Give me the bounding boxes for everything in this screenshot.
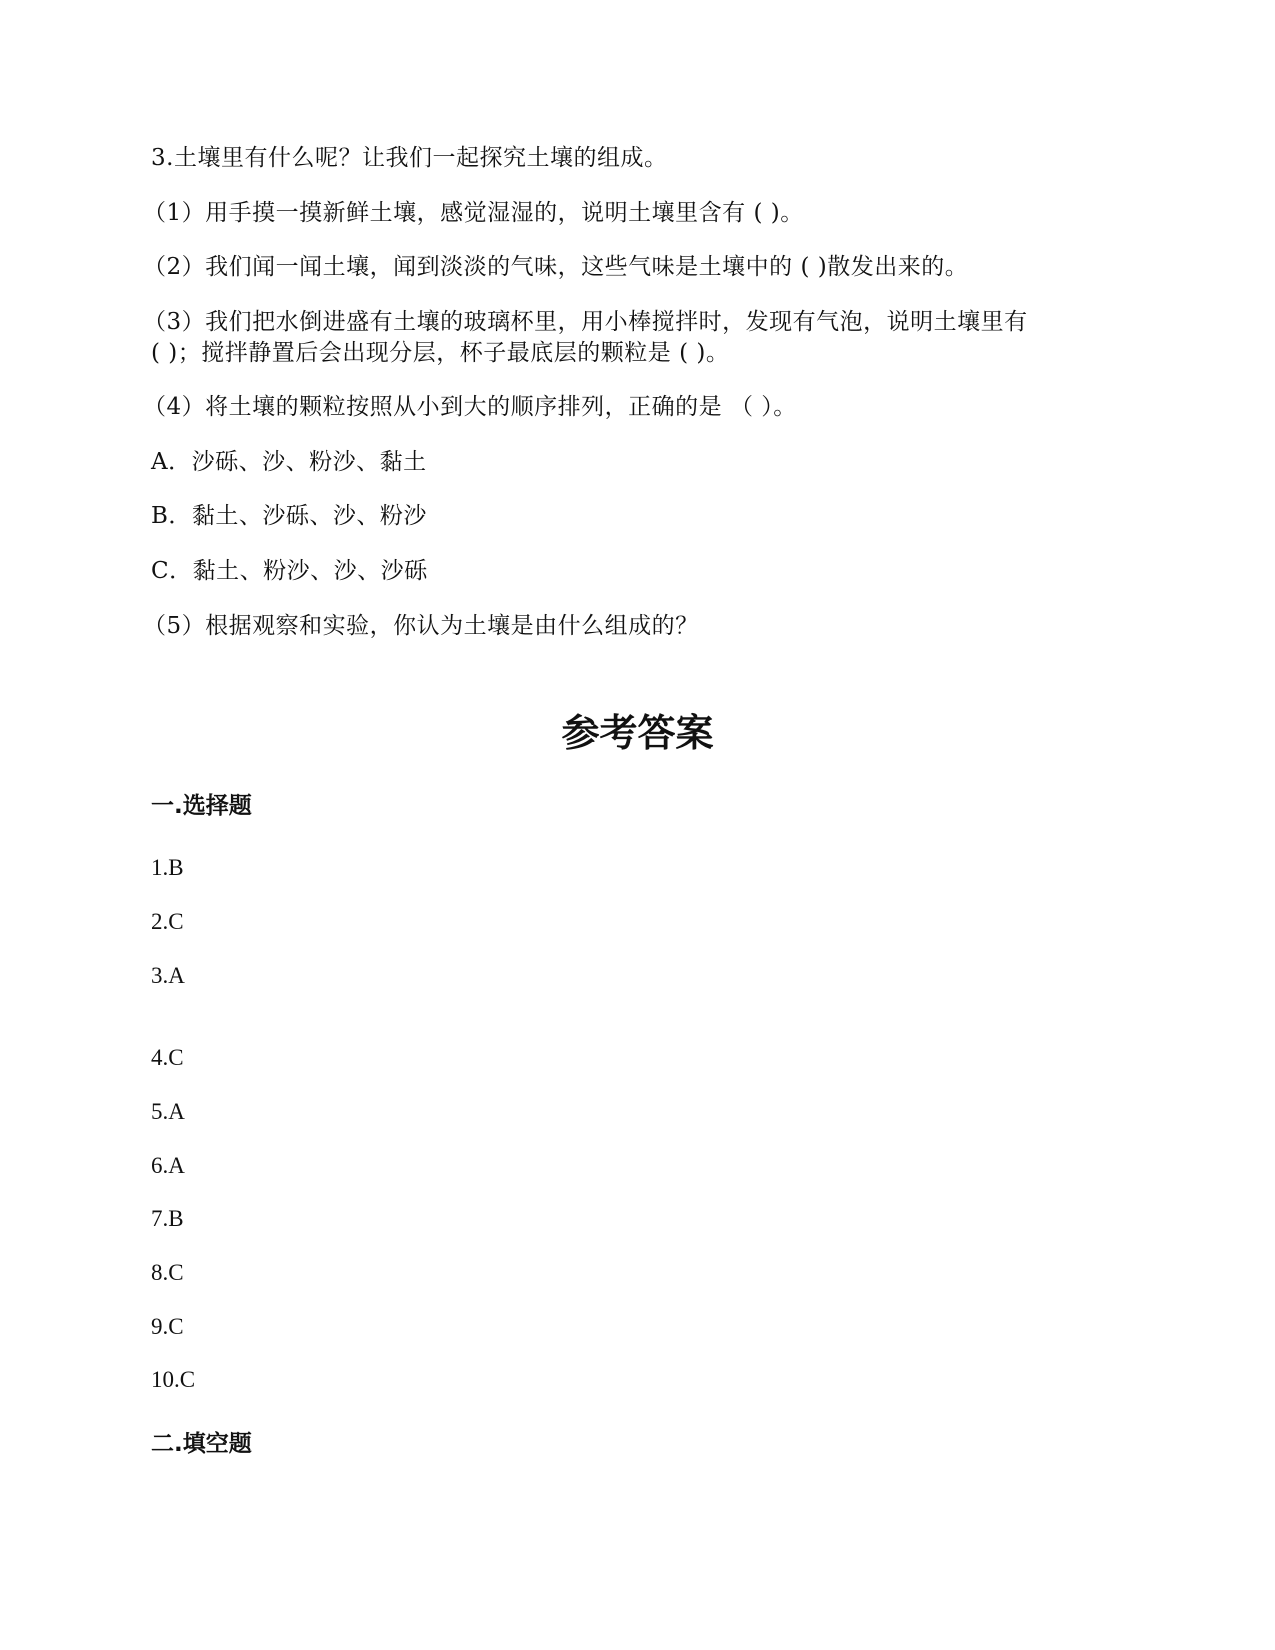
answer-item: 4.C bbox=[151, 1045, 184, 1070]
question-part-4: （4）将土壤的颗粒按照从小到大的顺序排列，正确的是 （ ）。 bbox=[143, 394, 797, 420]
question-part-3-line-1: （3）我们把水倒进盛有土壤的玻璃杯里，用小棒搅拌时，发现有气泡，说明土壤里有 bbox=[143, 309, 1028, 335]
option-a: A．沙砾、沙、粉沙、黏土 bbox=[151, 449, 427, 475]
section-heading-choice: 一.选择题 bbox=[151, 793, 252, 819]
question-part-3-line-2: ( )；搅拌静置后会出现分层，杯子最底层的颗粒是 ( )。 bbox=[151, 340, 730, 366]
question-part-5: （5）根据观察和实验，你认为土壤是由什么组成的？ bbox=[143, 613, 699, 639]
answer-item: 2.C bbox=[151, 909, 184, 934]
answer-item: 8.C bbox=[151, 1260, 184, 1285]
question-part-2: （2）我们闻一闻土壤，闻到淡淡的气味，这些气味是土壤中的 ( )散发出来的。 bbox=[143, 254, 969, 280]
answer-item: 5.A bbox=[151, 1099, 185, 1124]
answer-item: 1.B bbox=[151, 855, 184, 880]
section-heading-fill-blank: 二.填空题 bbox=[151, 1431, 252, 1457]
answer-key-title: 参考答案 bbox=[561, 711, 714, 755]
answer-item: 7.B bbox=[151, 1206, 184, 1231]
question-intro: 3.土壤里有什么呢？让我们一起探究土壤的组成。 bbox=[151, 145, 668, 171]
answer-item: 3.A bbox=[151, 963, 185, 988]
question-part-1: （1）用手摸一摸新鲜土壤，感觉湿湿的，说明土壤里含有 ( )。 bbox=[143, 200, 804, 226]
answer-item: 6.A bbox=[151, 1153, 185, 1178]
answer-item: 10.C bbox=[151, 1367, 196, 1392]
answer-item: 9.C bbox=[151, 1314, 184, 1339]
option-b: B．黏土、沙砾、沙、粉沙 bbox=[151, 503, 427, 529]
option-c: C．黏土、粉沙、沙、沙砾 bbox=[151, 558, 428, 584]
